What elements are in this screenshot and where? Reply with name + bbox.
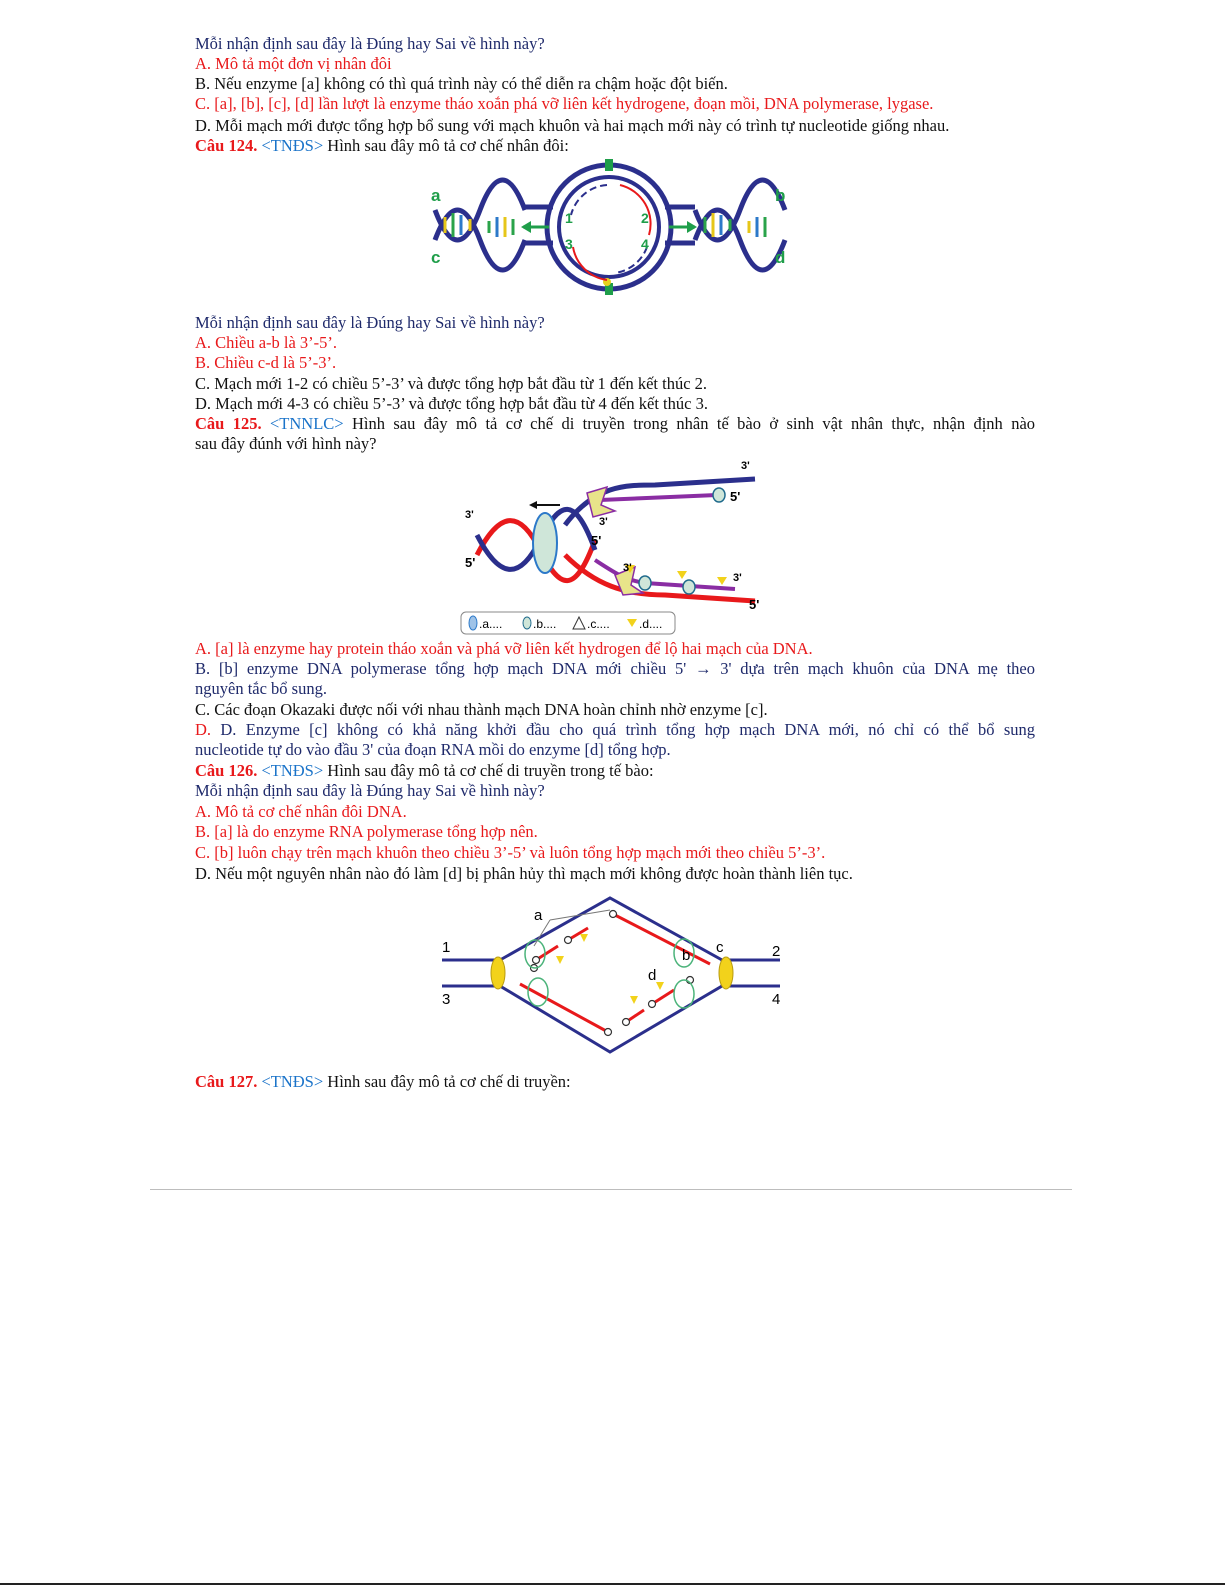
label-1: 1 [442,939,451,956]
question-title: Hình sau đây mô tả cơ chế di truyền trong nhân tế bào ở sinh vật nhân thực, nhận định nào [352,414,1036,433]
label-3prime-top: 3' [741,460,750,472]
label-c: c [431,248,441,267]
q126-prompt: Mỗi nhận định sau đây là Đúng hay Sai về hình này? [195,781,545,800]
q125-statement-c: C. Các đoạn Okazaki được nối với nhau thành mạch DNA hoàn chỉnh nhờ enzyme [c]. [195,700,768,719]
helicase-a [533,513,557,573]
primase-3 [630,996,638,1004]
q125-heading [195,414,1035,434]
q124-heading [195,136,569,156]
page-divider [150,1189,1072,1190]
primase-1 [556,956,564,964]
label-3prime-mid: 3' [599,516,608,528]
q125-statement-d-continued: nucleotide tự do vào đầu 3' của đoạn RNA mồi do enzyme [d] tổng hợp. [195,740,671,759]
label-4: 4 [772,991,781,1008]
right-arrow-head [687,221,697,233]
q125-statement-a: A. [a] là enzyme hay protein tháo xoắn và phá vỡ liên kết hydrogen để lộ hai mạch của DNA. [195,639,813,658]
q125-statement-d [195,720,1035,740]
legend-d-label: .d.... [639,617,663,631]
question-tag: <TNĐS> [261,761,324,780]
primase-d-3 [717,577,727,585]
right-helix-strand-bottom [695,180,785,240]
question-title: Hình sau đây mô tả cơ chế di truyền trong tế bào: [327,761,654,780]
label-3prime-lower-2: 3' [733,572,742,584]
right-helix-strand-top [695,210,785,270]
label-3: 3 [565,236,573,252]
primase-2 [580,934,588,942]
label-b: b [682,947,691,964]
question-number: Câu 127. [195,1072,258,1091]
q125-statement-b-continued: nguyên tắc bổ sung. [195,679,327,698]
question-tag: <TNNLC> [270,414,344,433]
question-tag: <TNĐS> [261,136,324,155]
q126-statement-b: B. [a] là do enzyme RNA polymerase tổng hợp nên. [195,822,538,841]
question-number: Câu 125. [195,414,262,433]
q124-statement-d: D. Mạch mới 4-3 có chiều 5’-3’ và được tổng hợp bắt đầu từ 4 đến kết thúc 3. [195,394,708,413]
replication-diamond-figure [438,888,788,1063]
question-title: Hình sau đây mô tả cơ chế nhân đôi: [327,136,569,155]
helicase-left [491,957,505,989]
q125-statement-b: B. [b] enzyme DNA polymerase tổng hợp mạch DNA mới chiều 5' → 3' dựa trên mạch khuôn của DNA mẹ theo [195,659,1035,678]
q123-statement-a: A. Mô tả một đơn vị nhân đôi [195,54,392,73]
primer-b-1 [713,488,725,502]
q126-statement-a: A. Mô tả cơ chế nhân đôi DNA. [195,802,407,821]
left-arrow-head [521,221,531,233]
question-number: Câu 124. [195,136,258,155]
label-1: 1 [565,210,573,226]
legend-a-label: .a.... [479,617,503,631]
legend-c-label: .c.... [587,617,610,631]
q126-statement-c: C. [b] luôn chạy trên mạch khuôn theo chiều 3’-5’ và luôn tổng hợp mạch mới theo chiều 5’-3’. [195,843,826,862]
q126-heading [195,761,654,781]
replication-bubble-outer [547,165,671,289]
label-a: a [534,907,543,924]
q123-statement-d: D. Mỗi mạch mới được tổng hợp bổ sung với mạch khuôn và hai mạch mới này có trình tự nucleotide giống nhau. [195,116,950,135]
q123-prompt: Mỗi nhận định sau đây là Đúng hay Sai về hình này? [195,34,545,53]
label-c: c [716,939,724,956]
label-5prime-top: 5' [730,489,741,504]
label-5prime-bottom: 5' [749,597,760,612]
q125-heading-continued: sau đây đúnh với hình này? [195,434,377,453]
question-number: Câu 126. [195,761,258,780]
statement-d-letter: D. [195,720,212,739]
replication-bubble-inner [559,177,659,277]
primase-d [656,982,664,990]
primer-b-2 [639,576,651,590]
replication-bubble-figure [425,155,795,310]
question-title: Hình sau đây mô tả cơ chế di truyền: [327,1072,571,1091]
question-tag: <TNĐS> [261,1072,324,1091]
primase-d-2 [677,571,687,579]
label-3: 3 [442,991,451,1008]
label-2: 2 [641,210,649,226]
q124-statement-a: A. Chiều a-b là 3’-5’. [195,333,338,352]
lagging-template-strand [565,555,755,601]
q126-statement-d: D. Nếu một nguyên nhân nào đó làm [d] bị phân hủy thì mạch mới không được hoàn thành liên tục. [195,864,853,883]
statement-d-text: D. Enzyme [c] không có khả năng khởi đầu cho quá trình tổng hợp mạch DNA mới, nó chỉ có thể bổ sung [220,720,1035,739]
legend-a-icon [469,616,477,630]
label-3prime-lower: 3' [623,562,632,574]
replication-fork-figure [455,455,775,638]
legend-b-label: .b.... [533,617,557,631]
q123-statement-c: C. [a], [b], [c], [d] lần lượt là enzyme tháo xoắn phá vỡ liên kết hydrogene, đoạn mồi, DNA polymerase, lygase. [195,94,934,113]
q124-statement-c: C. Mạch mới 1-2 có chiều 5’-3’ và được tổng hợp bắt đầu từ 1 đến kết thúc 2. [195,374,708,393]
label-2: 2 [772,943,781,960]
fork-direction-arrow-head [529,501,537,509]
primer-b-3 [683,580,695,594]
label-a-pointer [550,910,610,920]
polymerase-ring-4 [674,980,694,1008]
q124-statement-b: B. Chiều c-d là 5’-3’. [195,353,337,372]
label-5prime-mid: 5' [591,533,602,548]
origin-mark-top [605,159,613,171]
label-4: 4 [641,236,649,252]
q123-statement-b: B. Nếu enzyme [a] không có thì quá trình này có thể diễn ra chậm hoặc đột biến. [195,74,728,93]
label-b: b [775,186,786,205]
label-3prime-left: 3' [465,509,474,521]
helicase-right [719,957,733,989]
polymerase-ring-3 [528,978,548,1006]
label-d: d [775,248,786,267]
q124-prompt: Mỗi nhận định sau đây là Đúng hay Sai về hình này? [195,313,545,332]
label-a: a [431,186,441,205]
label-5prime-left: 5' [465,555,476,570]
leading-new-strand [600,495,717,500]
legend-b-icon [523,617,531,629]
label-d: d [648,967,657,984]
q127-heading [195,1072,571,1092]
leading-strand-top [613,914,710,964]
